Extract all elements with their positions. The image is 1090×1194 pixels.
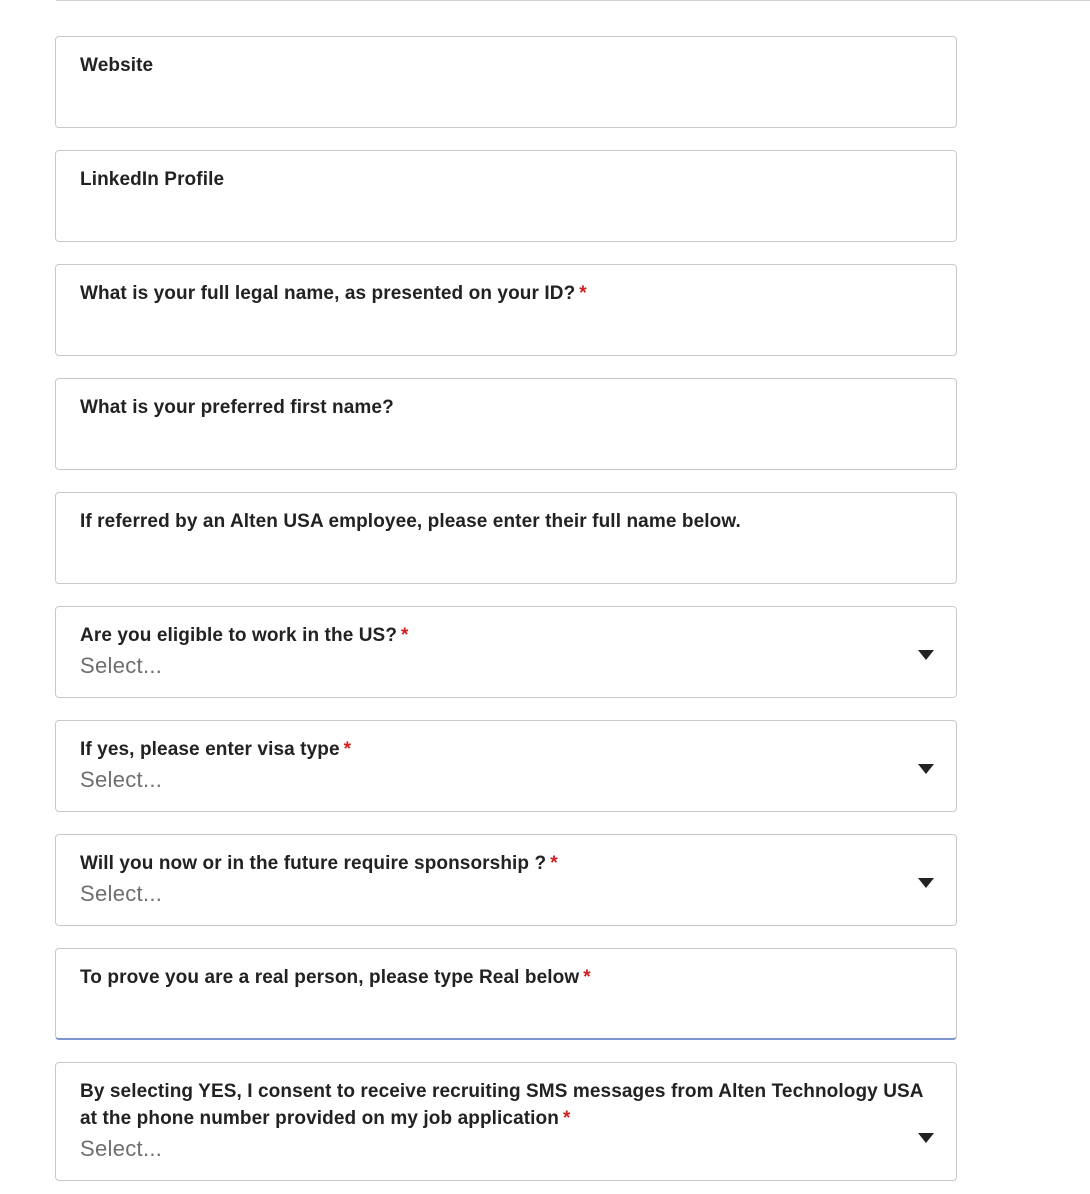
visa-type-placeholder: Select... (80, 767, 163, 792)
website-field[interactable] (55, 36, 957, 128)
referral-name-label-text: If referred by an Alten USA employee, please enter their full name below. (80, 511, 741, 532)
sms-consent-placeholder: Select... (80, 1136, 163, 1161)
required-asterisk: * (401, 625, 409, 646)
required-asterisk: * (579, 283, 587, 304)
sponsorship-label (80, 850, 932, 877)
linkedin-profile-label (80, 166, 932, 193)
real-person-field[interactable] (55, 948, 957, 1040)
real-person-label-text: To prove you are a real person, please type Real below (80, 967, 580, 988)
chevron-down-icon[interactable] (918, 764, 934, 774)
linkedin-profile-label-text: LinkedIn Profile (80, 169, 225, 190)
real-person-label (80, 964, 932, 991)
work-eligibility-label (80, 622, 932, 649)
visa-type-select[interactable] (55, 720, 957, 812)
website-label-text: Website (80, 55, 154, 76)
required-asterisk: * (343, 739, 352, 760)
work-eligibility-label-text: Are you eligible to work in the US? (80, 625, 398, 646)
sms-consent-label (80, 1078, 932, 1132)
required-asterisk: * (583, 967, 591, 988)
visa-type-label (80, 736, 932, 763)
application-form (55, 36, 957, 1181)
top-divider (56, 0, 1090, 1)
chevron-down-icon[interactable] (918, 878, 934, 888)
sponsorship-placeholder: Select... (80, 881, 163, 906)
legal-name-field[interactable] (55, 264, 957, 356)
referral-name-label (80, 508, 932, 535)
linkedin-profile-field[interactable] (55, 150, 957, 242)
required-asterisk: * (550, 853, 558, 874)
referral-name-field[interactable] (55, 492, 957, 584)
sponsorship-select[interactable] (55, 834, 957, 926)
preferred-name-field[interactable] (55, 378, 957, 470)
required-asterisk: * (562, 1108, 571, 1129)
legal-name-label (80, 280, 932, 307)
website-label (80, 52, 932, 79)
preferred-name-label (80, 394, 932, 421)
chevron-down-icon[interactable] (918, 650, 934, 660)
work-eligibility-placeholder: Select... (80, 653, 163, 678)
sms-consent-select[interactable] (55, 1062, 957, 1181)
work-eligibility-select[interactable] (55, 606, 957, 698)
visa-type-label-text: If yes, please enter visa type (80, 739, 340, 760)
sponsorship-label-text: Will you now or in the future require sponsorship ? (80, 853, 547, 874)
sms-consent-label-text: By selecting YES, I consent to receive recruiting SMS messages from Alten Technology USA at the phone number provided on my job application (80, 1081, 923, 1129)
chevron-down-icon[interactable] (918, 1133, 934, 1143)
legal-name-label-text: What is your full legal name, as presented on your ID? (80, 283, 576, 304)
preferred-name-label-text: What is your preferred first name? (80, 397, 394, 418)
